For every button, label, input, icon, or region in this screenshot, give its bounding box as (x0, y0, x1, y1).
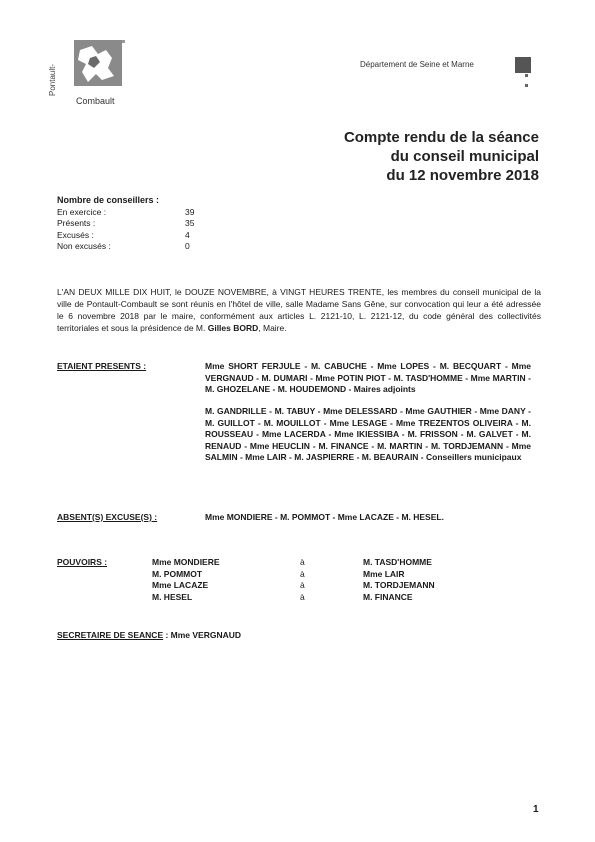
count-row (57, 207, 194, 219)
secretaire-line (57, 630, 241, 640)
count-row (57, 230, 194, 242)
presents-label: ETAIENT PRESENTS : (57, 361, 147, 371)
count-value: 35 (185, 218, 195, 228)
absents-label: ABSENT(S) EXCUSE(S) : (57, 512, 158, 522)
pouvoir-sep: à (300, 568, 305, 579)
title-line-3: du 12 novembre 2018 (386, 167, 539, 184)
intro-tail: , Maire. (258, 323, 287, 333)
logo-vertical-text: Pontault- (48, 63, 57, 96)
conseillers-list: M. GANDRILLE - M. TABUY - Mme DELESSARD - Mme GAUTHIER - Mme DANY - M. GUILLOT - M. MOUILLOT - Mme LESAGE - Mme TREZENTOS OLIVEIRA - M. ROUSSEAU - Mme LACERDA - Mme IKIESSIBA - M. FRISSON - M. GALVET - M. RENAUD - Mme HEUCLIN - M. FINANCE - M. MARTIN - M. TORDJEMANN - Mme SALMIN - Mme LAIR - M. JASPIERRE - M. BEAURAIN - Conseillers municipaux (205, 406, 531, 462)
secretaire-value: : Mme VERGNAUD (163, 630, 242, 640)
councillor-counts (57, 195, 194, 253)
pouvoirs-from-column (152, 557, 220, 603)
counts-heading: Nombre de conseillers : (57, 195, 160, 205)
pouvoirs-to-column (363, 557, 435, 603)
pouvoir-to: M. TORDJEMANN (363, 580, 435, 590)
count-label: Non excusés : (57, 241, 111, 251)
count-value: 0 (185, 241, 190, 251)
pouvoirs-sep-column (300, 557, 305, 603)
count-label: Excusés : (57, 229, 94, 240)
count-row (57, 241, 194, 253)
logo-wordmark: Combault (76, 96, 115, 106)
count-label: Présents : (57, 218, 96, 228)
count-label: En exercice : (57, 206, 107, 217)
pouvoir-sep: à (300, 557, 305, 567)
title-line-1: Compte rendu de la séance (343, 129, 539, 146)
president-name: Gilles BORD (207, 323, 259, 333)
pouvoir-sep: à (300, 580, 305, 590)
pouvoir-to: Mme LAIR (363, 568, 405, 579)
department-name: Département de Seine et Marne (360, 60, 474, 69)
title-line-2: du conseil municipal (390, 148, 539, 165)
corner-mark (515, 57, 531, 73)
count-row (57, 218, 194, 230)
count-value: 39 (185, 206, 195, 217)
pouvoir-to: M. TASD'HOMME (363, 557, 432, 567)
intro-paragraph (57, 286, 541, 334)
pouvoirs-label: POUVOIRS : (57, 557, 108, 567)
pouvoir-from: M. HESEL (152, 591, 193, 602)
absents-list: Mme MONDIERE - M. POMMOT - Mme LACAZE - M. HESEL. (205, 512, 444, 522)
pouvoir-to: M. FINANCE (363, 591, 413, 602)
pouvoir-from: Mme MONDIERE (152, 557, 220, 567)
secretaire-label: SECRETAIRE DE SEANCE (57, 630, 164, 640)
count-value: 4 (185, 229, 190, 240)
pouvoir-from: Mme LACAZE (152, 580, 209, 590)
corner-dots (525, 74, 528, 88)
document-title (344, 128, 539, 185)
pouvoir-sep: à (300, 591, 305, 602)
intro-text: L'AN DEUX MILLE DIX HUIT, le DOUZE NOVEMBRE, à VINGT HEURES TRENTE, les membres du conseil municipal de la ville de Pontault-Combault se sont réunis en l'hôtel de ville, salle Madame Sans Gêne, sur convocation qui leur a été adressée le 6 novembre 2018 par le maire, conformément aux articles L. 2121-10, L. 2121-12, du code général des collectivités territoriales et sous la présidence de M. (57, 287, 541, 333)
pouvoir-from: M. POMMOT (152, 568, 203, 579)
page-number: 1 (533, 804, 539, 815)
adjoints-list: Mme SHORT FERJULE - M. CABUCHE - Mme LOPES - M. BECQUART - Mme VERGNAUD - M. DUMARI - Mme POTIN PIOT - M. TASD'HOMME - Mme MARTIN - M. GHOZELANE - M. HOUDEMOND - Maires adjoints (205, 361, 531, 394)
